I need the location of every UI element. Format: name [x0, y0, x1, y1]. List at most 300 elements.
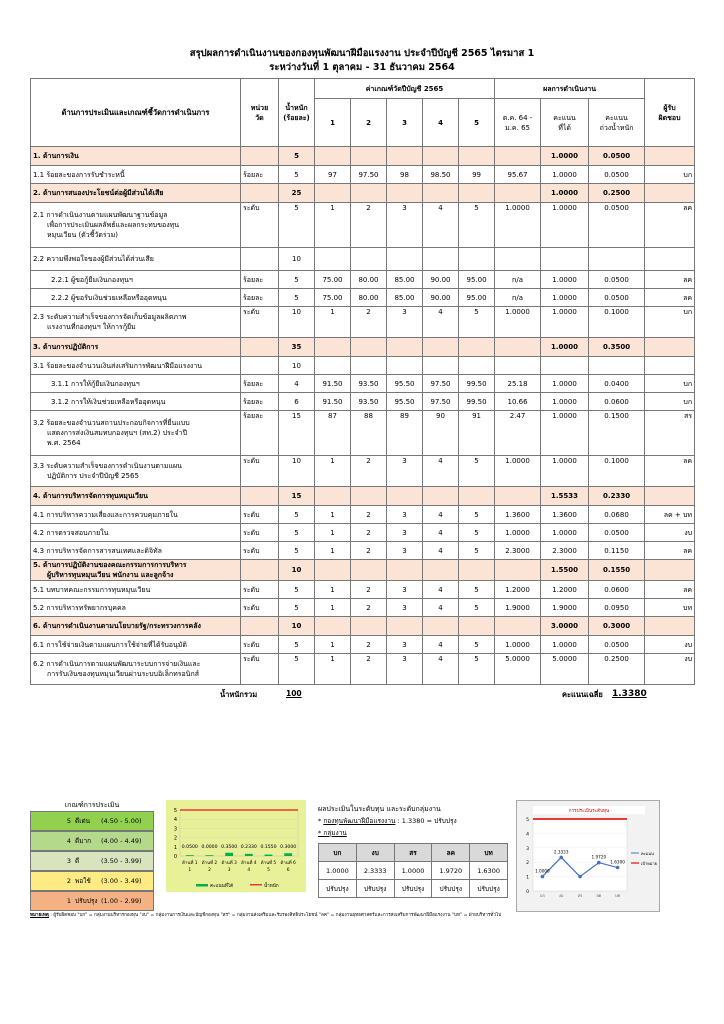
section-score: 1.0000: [541, 338, 589, 357]
legend-text: ดี: [75, 857, 80, 865]
cell-actual: 1.0000: [495, 307, 541, 338]
cell-weight: 5: [279, 203, 315, 248]
header-unit: หน่วย วัด: [241, 79, 279, 147]
cell-owner: ลค: [645, 203, 695, 248]
x-tick-label: สร: [577, 893, 583, 898]
cell-owner: ลค: [645, 289, 695, 307]
cell-t1: 1: [315, 581, 351, 599]
cell-t2: 2: [351, 654, 387, 685]
legend-number: 1: [66, 897, 71, 905]
cell-score: 1.9000: [541, 599, 589, 617]
footnote-text: : ผู้รับผิดชอบ "บก" = กลุ่มงานบริหารกองทุน "งบ" = กลุ่มงานการเงินและบัญชีกองทุน "สร" = กลุ่มงานส่งเสริมและรับรองสิทธิประโยชน์ "ลค" = กลุ่มงานยุทธศาสตร์และการส่งเสริมการพัฒนาฝีมือแรงงาน "บท" = ฝ่ายบริหารทั่วไป: [50, 913, 502, 918]
cell-t5: 5: [459, 599, 495, 617]
cell-t2: 2: [351, 581, 387, 599]
cell-t3: 89: [387, 411, 423, 456]
bar: [265, 855, 273, 856]
report-sheet: [30, 47, 694, 703]
group-score: 1.0000: [319, 862, 357, 880]
legend-range: (3.00 - 3.49): [101, 877, 142, 885]
section-score: 1.5533: [541, 487, 589, 506]
cell-unit: ร้อยละ: [241, 411, 279, 456]
y-tick-label: 5: [173, 808, 177, 814]
legend-level-5: [30, 811, 154, 831]
section-row: [31, 487, 695, 506]
cell-t2: 2: [351, 307, 387, 338]
x-tick-number: 6: [286, 868, 290, 873]
section-weighted-score: 0.2330: [589, 487, 645, 506]
cell-wscore: 0.1500: [589, 411, 645, 456]
cell-t4: 4: [423, 581, 459, 599]
cell-t3: [387, 248, 423, 271]
cell-t5: 5: [459, 636, 495, 654]
legend-text: พอใช้: [75, 877, 91, 885]
cell-wscore: 0.0600: [589, 393, 645, 411]
average-score-value: 1.3380: [612, 689, 647, 699]
group-score: 1.9720: [432, 862, 470, 880]
cell-t4: [423, 357, 459, 375]
cell-unit: ระดับ: [241, 599, 279, 617]
footnote-label: หมายเหตุ: [30, 913, 49, 918]
cell-wscore: 0.0500: [589, 289, 645, 307]
y-tick-label: 2: [173, 835, 177, 842]
cell-wscore: 0.2500: [589, 654, 645, 685]
x-tick-number: 5: [267, 868, 270, 873]
cell-owner: งบ: [645, 654, 695, 685]
legend-number: 3: [66, 857, 71, 865]
legend-label-score: คะแนน: [641, 851, 654, 856]
cell-t5: 95.00: [459, 271, 495, 289]
cell-unit: ร้อยละ: [241, 271, 279, 289]
cell-unit: [241, 248, 279, 271]
cell-t4: 4: [423, 599, 459, 617]
legend-level-2: [30, 871, 154, 891]
cell-actual: 10.66: [495, 393, 541, 411]
cell-actual: 1.9000: [495, 599, 541, 617]
point-data-label: 2.3333: [553, 849, 569, 855]
cell-t2: 2: [351, 542, 387, 560]
cell-weight: 5: [279, 166, 315, 184]
criteria-label: 4.3 การบริหารจัดการสารสนเทศและดิจิทัล: [31, 542, 241, 560]
cell-t1: 1: [315, 203, 351, 248]
legend-text: ดีมาก: [75, 837, 92, 845]
bar-data-label: 0.3000: [280, 845, 297, 850]
cell-t1: 75.00: [315, 271, 351, 289]
score-point: [541, 875, 545, 879]
bar: [225, 853, 233, 856]
y-tick-label: 1: [526, 875, 529, 881]
legend-number: 4: [66, 837, 71, 845]
cell-wscore: 0.0500: [589, 636, 645, 654]
y-tick-label: 4: [526, 832, 529, 838]
cell-actual: 1.2000: [495, 581, 541, 599]
evaluation-legend: [30, 799, 154, 911]
group-level: ปรับปรุง: [432, 880, 470, 898]
kpi-row: [31, 636, 695, 654]
section-score: 1.5500: [541, 560, 589, 581]
cell-score: 1.0000: [541, 393, 589, 411]
cell-unit: ร้อยละ: [241, 166, 279, 184]
cell-t1: [315, 248, 351, 271]
cell-weight: 5: [279, 506, 315, 524]
cell-t3: 3: [387, 203, 423, 248]
cell-actual: 95.67: [495, 166, 541, 184]
cell-owner: บก: [645, 393, 695, 411]
cell-t2: [351, 248, 387, 271]
cell-score: 1.0000: [541, 636, 589, 654]
cell-t1: 1: [315, 636, 351, 654]
criteria-label: 2.2.1 ผู้ขอกู้ยืมเงินกองทุนฯ: [31, 271, 241, 289]
legend-level-3: [30, 851, 154, 871]
cell-t5: 5: [459, 456, 495, 487]
cell-actual: 5.0000: [495, 654, 541, 685]
cell-score: 1.3600: [541, 506, 589, 524]
y-tick-label: 3: [173, 826, 177, 833]
evaluation-summary: [318, 803, 508, 898]
group-level: ปรับปรุง: [319, 880, 357, 898]
cell-weight: 10: [279, 456, 315, 487]
cell-t3: 95.50: [387, 375, 423, 393]
legend-level-1: [30, 891, 154, 911]
group-level: ปรับปรุง: [356, 880, 394, 898]
cell-wscore: 0.0500: [589, 524, 645, 542]
kpi-table-body: [31, 147, 695, 685]
criteria-label: 2. ด้านการสนองประโยชน์ต่อผู้มีส่วนได้เสีย: [31, 184, 241, 203]
cell-t4: 4: [423, 542, 459, 560]
legend-label-target: เป้าหมาย: [641, 861, 658, 866]
kpi-row: [31, 289, 695, 307]
report-subtitle: ระหว่างวันที่ 1 ตุลาคม - 31 ธันวาคม 2564: [269, 62, 455, 73]
kpi-row: [31, 524, 695, 542]
criteria-label: 6.2 การดำเนินการตามแผนพัฒนาระบบการจ่ายเงินและ การรับเงินของทุนหมุนเวียนผ่านระบบอิเล็กทรอนิกส์: [31, 654, 241, 685]
cell-wscore: 0.0400: [589, 375, 645, 393]
header-weighted-score: คะแนน ถ่วงน้ำหนัก: [589, 99, 645, 147]
x-tick-number: 4: [247, 868, 251, 873]
cell-t2: 2: [351, 636, 387, 654]
cell-t1: 97: [315, 166, 351, 184]
kpi-row: [31, 307, 695, 338]
legend-swatch-score: [196, 884, 208, 887]
cell-unit: ร้อยละ: [241, 375, 279, 393]
group-name: บท: [470, 844, 508, 862]
y-tick-label: 1: [173, 844, 177, 851]
header-level-2: 2: [351, 99, 387, 147]
group-level: ปรับปรุง: [394, 880, 432, 898]
cell-actual: 1.0000: [495, 203, 541, 248]
cell-t1: 1: [315, 524, 351, 542]
cell-weight: 10: [279, 248, 315, 271]
header-level-5: 5: [459, 99, 495, 147]
footnote: [30, 912, 694, 919]
cell-t2: 2: [351, 599, 387, 617]
criteria-label: 6. ด้านการดำเนินงานตามนโยบายรัฐ/กระทรวงการคลัง: [31, 617, 241, 636]
fund-result: * กองทุนพัฒนาฝีมือแรงงาน : 1.3380 = ปรับปรุง: [318, 817, 457, 825]
group-name: บก: [319, 844, 357, 862]
cell-wscore: 0.0500: [589, 271, 645, 289]
evaluation-heading: ผลประเมินในระดับทุน และระดับกลุ่มงาน: [318, 805, 441, 813]
kpi-row: [31, 271, 695, 289]
cell-t3: 3: [387, 307, 423, 338]
cell-owner: บก: [645, 166, 695, 184]
cell-t5: [459, 357, 495, 375]
y-tick-label: 4: [173, 817, 177, 824]
cell-weight: 5: [279, 654, 315, 685]
group-score: 1.6300: [470, 862, 508, 880]
line-chart-svg: [517, 801, 659, 911]
group-score-line-chart: [516, 800, 660, 912]
section-weighted-score: 0.3500: [589, 338, 645, 357]
cell-t4: 4: [423, 203, 459, 248]
y-tick-label: 3: [526, 846, 529, 852]
header-score: คะแนน ที่ได้: [541, 99, 589, 147]
cell-t5: 5: [459, 203, 495, 248]
legend-text: ดีเด่น: [75, 817, 91, 825]
cell-t4: 4: [423, 654, 459, 685]
bar-data-label: 0.0000: [201, 845, 218, 850]
cell-score: 1.0000: [541, 375, 589, 393]
cell-t1: 1: [315, 542, 351, 560]
cell-weight: 5: [279, 271, 315, 289]
cell-weight: 5: [279, 599, 315, 617]
criteria-label: 4.2 การตรวจสอบภายใน: [31, 524, 241, 542]
legend-range: (3.50 - 3.99): [101, 857, 142, 865]
criteria-label: 3.3 ระดับความสำเร็จของการดำเนินงานตามแผน ปฏิบัติการ ประจำปีบัญชี 2565: [31, 456, 241, 487]
cell-owner: ลค + บท: [645, 506, 695, 524]
legend-level-4: [30, 831, 154, 851]
bar-data-label: 0.2330: [240, 845, 257, 850]
legend-label-score: คะแนนที่ได้: [210, 884, 234, 889]
cell-t4: 98.50: [423, 166, 459, 184]
x-tick-label: ด้านที่ 2: [201, 861, 218, 866]
section-weighted-score: 0.2500: [589, 184, 645, 203]
kpi-row: [31, 375, 695, 393]
plot-area: [533, 819, 627, 891]
bar: [245, 854, 253, 856]
criteria-label: 3.1 ร้อยละของจำนวนเงินส่งเสริมการพัฒนาฝีมือแรงงาน: [31, 357, 241, 375]
cell-t2: 2: [351, 524, 387, 542]
cell-score: 1.0000: [541, 411, 589, 456]
cell-unit: ระดับ: [241, 456, 279, 487]
kpi-row: [31, 654, 695, 685]
legend-text: ปรับปรุง: [75, 897, 98, 905]
x-tick-label: บท: [615, 893, 621, 898]
header-period: ต.ค. 64 - ม.ค. 65: [495, 99, 541, 147]
cell-t5: 5: [459, 542, 495, 560]
kpi-row: [31, 581, 695, 599]
cell-wscore: 0.0500: [589, 166, 645, 184]
cell-t3: 98: [387, 166, 423, 184]
kpi-row: [31, 599, 695, 617]
x-tick-label: ด้านที่ 4: [241, 861, 257, 866]
weight-total-value: 100: [286, 689, 302, 698]
bar: [206, 855, 214, 856]
cell-t2: 93.50: [351, 375, 387, 393]
cell-t2: 88: [351, 411, 387, 456]
cell-unit: ร้อยละ: [241, 289, 279, 307]
cell-score: 2.3000: [541, 542, 589, 560]
cell-actual: n/a: [495, 271, 541, 289]
section-row: [31, 338, 695, 357]
cell-owner: ลค: [645, 271, 695, 289]
cell-score: 1.0000: [541, 456, 589, 487]
criteria-label: 5.2 การบริหารทรัพยากรบุคคล: [31, 599, 241, 617]
x-tick-label: บก: [540, 893, 545, 898]
cell-weight: 4: [279, 375, 315, 393]
bar-chart-svg: [166, 800, 306, 892]
cell-owner: บก: [645, 375, 695, 393]
kpi-row: [31, 411, 695, 456]
cell-t3: 3: [387, 542, 423, 560]
section-score: 3.0000: [541, 617, 589, 636]
cell-t4: 90.00: [423, 289, 459, 307]
cell-t3: 3: [387, 506, 423, 524]
section-weighted-score: 0.1550: [589, 560, 645, 581]
cell-t5: 5: [459, 581, 495, 599]
criteria-label: 2.1 การดำเนินงานตามแผนพัฒนาฐานข้อมูล เพื่อการประเมินผลลัพธ์และผลกระทบของทุน หมุนเวียน (ตัวชี้วัดร่วม): [31, 203, 241, 248]
cell-t5: 5: [459, 307, 495, 338]
criteria-label: 5.1 บทบาทคณะกรรมการทุนหมุนเวียน: [31, 581, 241, 599]
cell-weight: 5: [279, 542, 315, 560]
criteria-label: 3.1.2 การให้เงินช่วยเหลือหรืออุดหนุน: [31, 393, 241, 411]
group-score-bar-chart: [166, 800, 306, 892]
group-label: * กลุ่มงาน: [318, 829, 347, 837]
cell-t5: 91: [459, 411, 495, 456]
cell-t2: 93.50: [351, 393, 387, 411]
average-score-label: คะแนนเฉลี่ย: [562, 690, 603, 699]
x-tick-label: ด้านที่ 6: [280, 861, 296, 866]
kpi-row: [31, 393, 695, 411]
kpi-row: [31, 542, 695, 560]
criteria-label: 1.1 ร้อยละของการรับชำระหนี้: [31, 166, 241, 184]
x-tick-number: 1: [188, 868, 192, 873]
cell-t1: 1: [315, 654, 351, 685]
section-row: [31, 617, 695, 636]
section-score: 1.0000: [541, 147, 589, 166]
point-data-label: 1.0000: [535, 868, 550, 874]
cell-actual: 1.0000: [495, 636, 541, 654]
cell-score: [541, 357, 589, 375]
cell-wscore: 0.0950: [589, 599, 645, 617]
weight-total-label: น้ำหนักรวม: [220, 690, 258, 699]
cell-t5: 5: [459, 524, 495, 542]
point-data-label: 1.6300: [610, 859, 625, 865]
header-level-1: 1: [315, 99, 351, 147]
cell-t3: 3: [387, 456, 423, 487]
cell-t3: 3: [387, 636, 423, 654]
y-tick-label: 0: [526, 890, 529, 895]
totals-row: [30, 685, 694, 703]
cell-t2: 80.00: [351, 271, 387, 289]
report-title: สรุปผลการดำเนินงานของกองทุนพัฒนาฝีมือแรงงาน ประจำปีบัญชี 2565 ไตรมาส 1: [189, 48, 535, 59]
cell-owner: บท: [645, 599, 695, 617]
header-level-3: 3: [387, 99, 423, 147]
section-weighted-score: 0.0500: [589, 147, 645, 166]
group-score: 1.0000: [394, 862, 432, 880]
y-tick-label: 5: [526, 818, 529, 823]
cell-unit: ระดับ: [241, 581, 279, 599]
group-level: ปรับปรุง: [470, 880, 508, 898]
cell-actual: 2.3000: [495, 542, 541, 560]
cell-wscore: 0.1000: [589, 456, 645, 487]
cell-wscore: 0.0600: [589, 581, 645, 599]
criteria-label: 6.1 การใช้จ่ายเงินตามแผนการใช้จ่ายที่ได้รับอนุมัติ: [31, 636, 241, 654]
cell-owner: งบ: [645, 636, 695, 654]
cell-score: 1.0000: [541, 289, 589, 307]
cell-t4: 90: [423, 411, 459, 456]
score-point: [578, 875, 582, 879]
cell-t2: 2: [351, 203, 387, 248]
cell-owner: บก: [645, 307, 695, 338]
cell-t3: 85.00: [387, 271, 423, 289]
cell-weight: 5: [279, 636, 315, 654]
cell-score: 1.0000: [541, 307, 589, 338]
cell-t2: 80.00: [351, 289, 387, 307]
x-tick-label: ด้านที่ 1: [182, 861, 198, 866]
cell-weight: 10: [279, 307, 315, 338]
cell-t1: 75.00: [315, 289, 351, 307]
cell-owner: [645, 248, 695, 271]
legend-label-weight: น้ำหนัก: [264, 884, 279, 889]
cell-unit: ระดับ: [241, 542, 279, 560]
header-level-4: 4: [423, 99, 459, 147]
cell-score: 1.0000: [541, 271, 589, 289]
section-score: 1.0000: [541, 184, 589, 203]
section-weight: 10: [279, 560, 315, 581]
cell-actual: [495, 248, 541, 271]
cell-t2: 2: [351, 456, 387, 487]
cell-unit: ระดับ: [241, 203, 279, 248]
fund-score: : 1.3380 = ปรับปรุง: [397, 817, 457, 825]
kpi-row: [31, 506, 695, 524]
legend-range: (4.50 - 5.00): [101, 817, 142, 825]
cell-unit: ระดับ: [241, 654, 279, 685]
criteria-label: 2.3 ระดับความสำเร็จของการจัดเก็บข้อมูลผลิตภาพ แรงงานที่กองทุนฯ ให้การกู้ยืม: [31, 307, 241, 338]
cell-t1: 1: [315, 506, 351, 524]
legend-range: (1.00 - 2.99): [101, 897, 142, 905]
criteria-label: 2.2.2 ผู้ขอรับเงินช่วยเหลือหรืออุดหนุน: [31, 289, 241, 307]
cell-t1: [315, 357, 351, 375]
cell-t5: 5: [459, 506, 495, 524]
cell-t4: 4: [423, 636, 459, 654]
bar: [186, 855, 194, 856]
cell-actual: n/a: [495, 289, 541, 307]
cell-wscore: 0.1000: [589, 307, 645, 338]
cell-wscore: [589, 357, 645, 375]
cell-unit: ระดับ: [241, 524, 279, 542]
section-row: [31, 560, 695, 581]
cell-score: 5.0000: [541, 654, 589, 685]
cell-t3: 3: [387, 524, 423, 542]
cell-weight: 15: [279, 411, 315, 456]
x-tick-label: งบ: [559, 893, 564, 898]
cell-t5: [459, 248, 495, 271]
cell-actual: 25.18: [495, 375, 541, 393]
criteria-label: 3. ด้านการปฏิบัติการ: [31, 338, 241, 357]
cell-t2: 97.50: [351, 166, 387, 184]
cell-unit: ระดับ: [241, 636, 279, 654]
criteria-label: 4. ด้านการบริหารจัดการทุนหมุนเวียน: [31, 487, 241, 506]
x-tick-label: ลค: [596, 893, 602, 898]
header-weight: น้ำหนัก (ร้อยละ): [279, 79, 315, 147]
cell-owner: งบ: [645, 524, 695, 542]
cell-wscore: 0.0680: [589, 506, 645, 524]
cell-score: 1.2000: [541, 581, 589, 599]
x-tick-number: 2: [208, 868, 211, 873]
criteria-label: 1. ด้านการเงิน: [31, 147, 241, 166]
cell-t5: 99: [459, 166, 495, 184]
cell-owner: [645, 357, 695, 375]
cell-weight: 5: [279, 524, 315, 542]
group-score-table: [318, 843, 508, 898]
